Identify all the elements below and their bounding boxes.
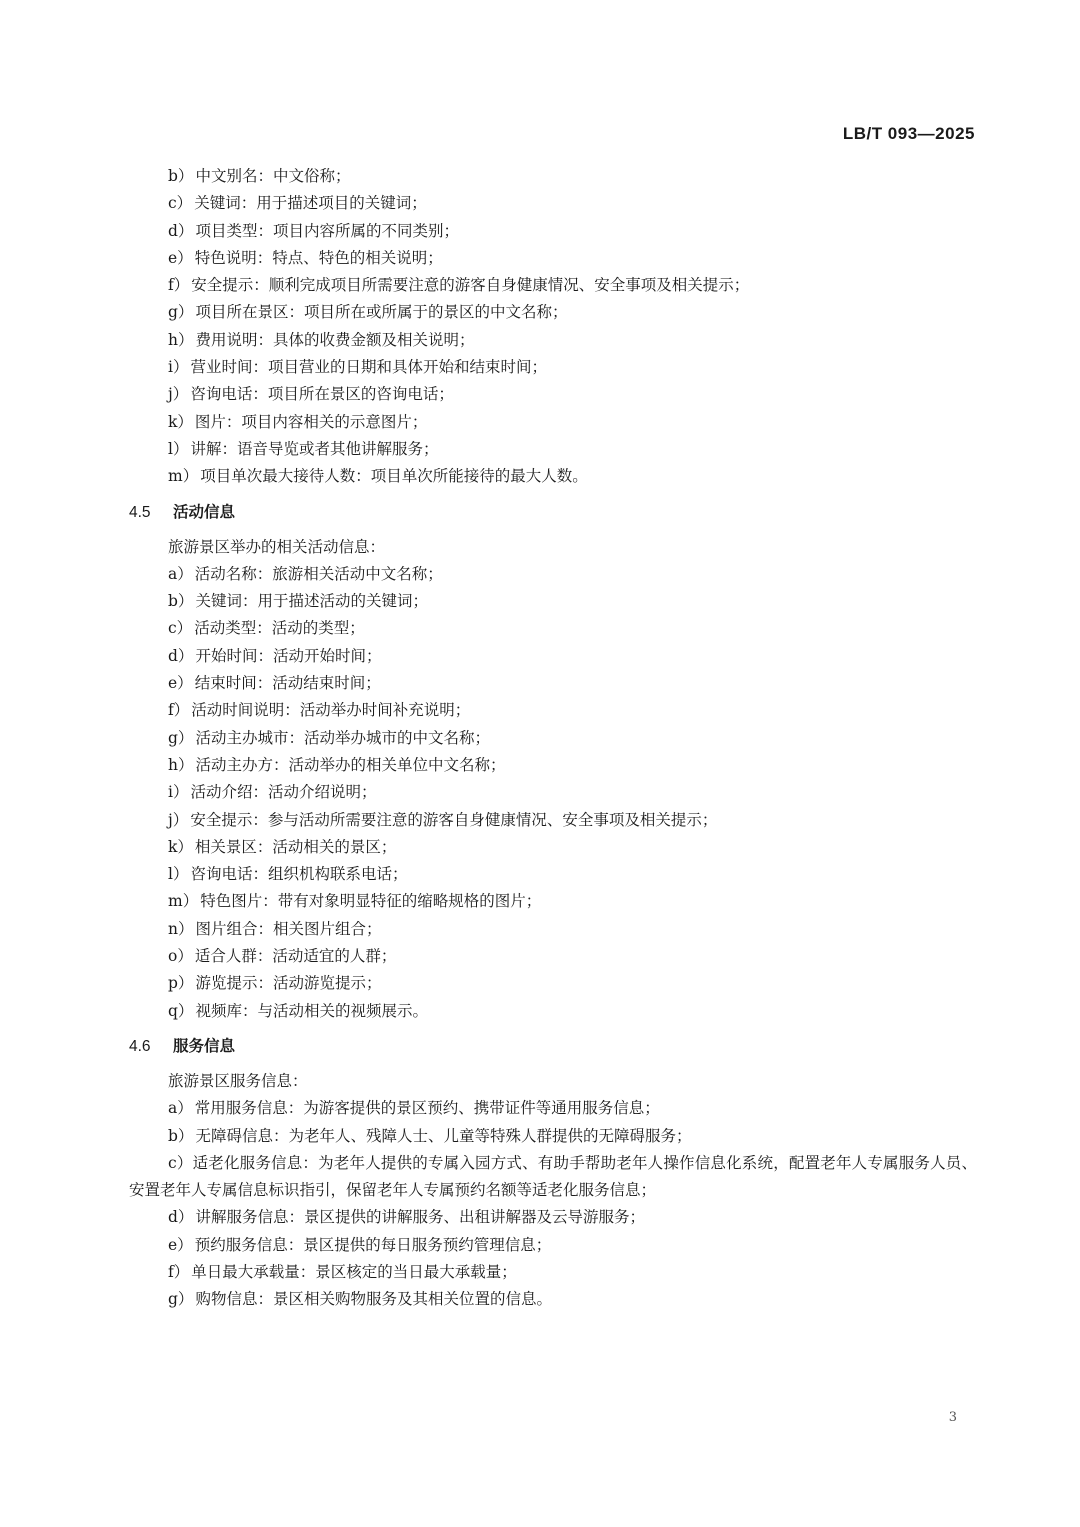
list-item <box>168 1095 1080 1122</box>
item-text: 安全提示：顺利完成项目所需要注意的游客自身健康情况、安全事项及相关提示； <box>191 276 750 295</box>
section-heading-4-5 <box>129 501 1080 525</box>
list-item <box>168 1204 1080 1231</box>
item-label: d） <box>168 1208 194 1227</box>
list-item <box>168 163 1080 190</box>
section-4-5-list <box>0 561 1080 1025</box>
list-item <box>129 1150 977 1205</box>
list-item <box>168 218 1080 245</box>
item-label: b） <box>168 167 194 185</box>
list-item <box>168 381 1080 408</box>
item-text: 安全提示：参与活动所需要注意的游客自身健康情况、安全事项及相关提示； <box>190 810 718 829</box>
item-text: 特色说明：特点、特色的相关说明； <box>194 248 443 267</box>
list-item <box>168 409 1080 436</box>
list-item <box>168 272 1080 299</box>
section-4-4-list <box>0 163 1080 491</box>
standard-code: LB/T 093—2025 <box>842 124 975 143</box>
item-text: 图片：项目内容相关的示意图片； <box>194 412 428 431</box>
item-label: a） <box>168 1099 193 1118</box>
item-label: e） <box>168 1235 193 1254</box>
list-item <box>168 834 1080 861</box>
item-label: i） <box>168 783 189 802</box>
item-label: a） <box>168 564 193 583</box>
list-item <box>168 190 1080 217</box>
list-item <box>168 779 1080 806</box>
item-label: c） <box>168 619 193 638</box>
list-item <box>168 670 1080 697</box>
item-text: 咨询电话：项目所在景区的咨询电话； <box>190 385 454 404</box>
item-text: 视频库：与活动相关的视频展示。 <box>195 1001 428 1020</box>
item-label: j） <box>168 385 189 404</box>
item-text: 图片组合：相关图片组合； <box>195 919 382 938</box>
item-label: h） <box>168 755 194 774</box>
list-item <box>168 588 1080 615</box>
list-item <box>168 1286 1080 1313</box>
item-label: n） <box>168 919 194 938</box>
item-text: 活动介绍：活动介绍说明； <box>190 783 377 802</box>
list-item <box>168 970 1080 997</box>
section-title: 服务信息 <box>173 1037 236 1055</box>
item-text: 结束时间：活动结束时间； <box>194 674 381 693</box>
section-intro: 旅游景区举办的相关活动信息： <box>168 537 386 556</box>
item-text: 活动主办城市：活动举办城市的中文名称； <box>195 728 490 747</box>
item-label: l） <box>168 439 189 458</box>
item-text: 项目类型：项目内容所属的不同类别； <box>195 221 459 240</box>
item-label: i） <box>168 358 189 377</box>
list-item <box>168 327 1080 354</box>
section-title: 活动信息 <box>173 503 236 521</box>
item-text: 活动主办方：活动举办的相关单位中文名称； <box>195 755 506 774</box>
item-label: j） <box>168 810 189 829</box>
item-label: e） <box>168 248 193 267</box>
list-item <box>168 561 1080 588</box>
item-label: o） <box>168 947 193 966</box>
item-text: 适老化服务信息：为老年人提供的专属入园方式、有助手帮助老年人操作信息化系统，配置老年人专属服务人员、安置老年人专属信息标识指引，保留老年人专属预约名额等适老化服务信息； <box>129 1153 977 1200</box>
list-item <box>168 697 1080 724</box>
section-intro: 旅游景区服务信息： <box>168 1071 308 1090</box>
item-label: f） <box>168 701 190 720</box>
item-text: 讲解服务信息：景区提供的讲解服务、出租讲解器及云导游服务； <box>195 1208 645 1227</box>
item-label: e） <box>168 674 193 693</box>
document-body <box>0 163 1080 1314</box>
list-item <box>168 1259 1080 1286</box>
item-text: 购物信息：景区相关购物服务及其相关位置的信息。 <box>195 1290 552 1309</box>
item-label: c） <box>168 194 193 213</box>
item-text: 讲解：语音导览或者其他讲解服务； <box>190 439 439 458</box>
item-text: 特色图片：带有对象明显特征的缩略规格的图片； <box>200 892 542 911</box>
list-item <box>168 752 1080 779</box>
item-label: k） <box>168 412 193 431</box>
item-text: 单日最大承载量：景区核定的当日最大承载量； <box>191 1262 517 1281</box>
item-label: d） <box>168 221 194 240</box>
list-item <box>168 916 1080 943</box>
item-label: g） <box>168 1290 194 1309</box>
item-text: 活动时间说明：活动举办时间补充说明； <box>191 701 471 720</box>
list-item <box>168 643 1080 670</box>
item-text: 项目单次最大接待人数：项目单次所能接待的最大人数。 <box>200 467 588 486</box>
list-item <box>168 299 1080 326</box>
item-text: 常用服务信息：为游客提供的景区预约、携带证件等通用服务信息； <box>194 1099 660 1118</box>
item-text: 游览提示：活动游览提示； <box>195 974 382 993</box>
list-item <box>168 807 1080 834</box>
list-item <box>168 463 1080 490</box>
list-item <box>168 615 1080 642</box>
item-label: l） <box>168 865 189 884</box>
item-label: b） <box>168 592 194 611</box>
item-label: q） <box>168 1001 194 1020</box>
list-item <box>168 998 1080 1025</box>
list-item <box>168 1232 1080 1259</box>
item-label: f） <box>168 276 190 295</box>
item-text: 活动类型：活动的类型； <box>194 619 365 638</box>
list-item <box>168 861 1080 888</box>
item-label: d） <box>168 646 194 665</box>
item-label: g） <box>168 728 194 747</box>
section-number: 4.6 <box>129 1037 151 1055</box>
list-item <box>168 436 1080 463</box>
list-item <box>168 354 1080 381</box>
item-label: m） <box>168 467 199 486</box>
item-label: c） <box>168 1153 193 1172</box>
section-number: 4.5 <box>129 503 151 521</box>
item-text: 相关景区：活动相关的景区； <box>194 837 397 856</box>
item-label: k） <box>168 837 193 856</box>
item-label: g） <box>168 303 194 322</box>
item-text: 适合人群：活动适宜的人群； <box>194 947 397 966</box>
section-heading-4-6 <box>129 1035 1080 1059</box>
list-item <box>168 888 1080 915</box>
item-text: 咨询电话：组织机构联系电话； <box>190 865 408 884</box>
item-text: 预约服务信息：景区提供的每日服务预约管理信息； <box>194 1235 552 1254</box>
item-text: 关键词：用于描述项目的关键词； <box>194 194 427 213</box>
list-item <box>168 943 1080 970</box>
item-text: 关键词：用于描述活动的关键词； <box>195 592 428 611</box>
item-text: 费用说明：具体的收费金额及相关说明； <box>195 330 475 349</box>
list-item <box>168 1123 1080 1150</box>
item-label: p） <box>168 974 194 993</box>
item-label: h） <box>168 330 194 349</box>
page-number: 3 <box>948 1410 957 1425</box>
item-label: b） <box>168 1126 194 1145</box>
item-text: 无障碍信息：为老年人、残障人士、儿童等特殊人群提供的无障碍服务； <box>195 1126 692 1145</box>
list-item <box>168 245 1080 272</box>
item-text: 开始时间：活动开始时间； <box>195 646 382 665</box>
item-text: 中文别名：中文俗称； <box>195 167 351 185</box>
item-text: 营业时间：项目营业的日期和具体开始和结束时间； <box>190 358 547 377</box>
list-item <box>168 725 1080 752</box>
section-4-6-list <box>0 1095 1080 1313</box>
item-label: m） <box>168 892 199 911</box>
item-label: f） <box>168 1262 190 1281</box>
item-text: 项目所在景区：项目所在或所属于的景区的中文名称； <box>195 303 568 322</box>
item-text: 活动名称：旅游相关活动中文名称； <box>194 564 443 583</box>
